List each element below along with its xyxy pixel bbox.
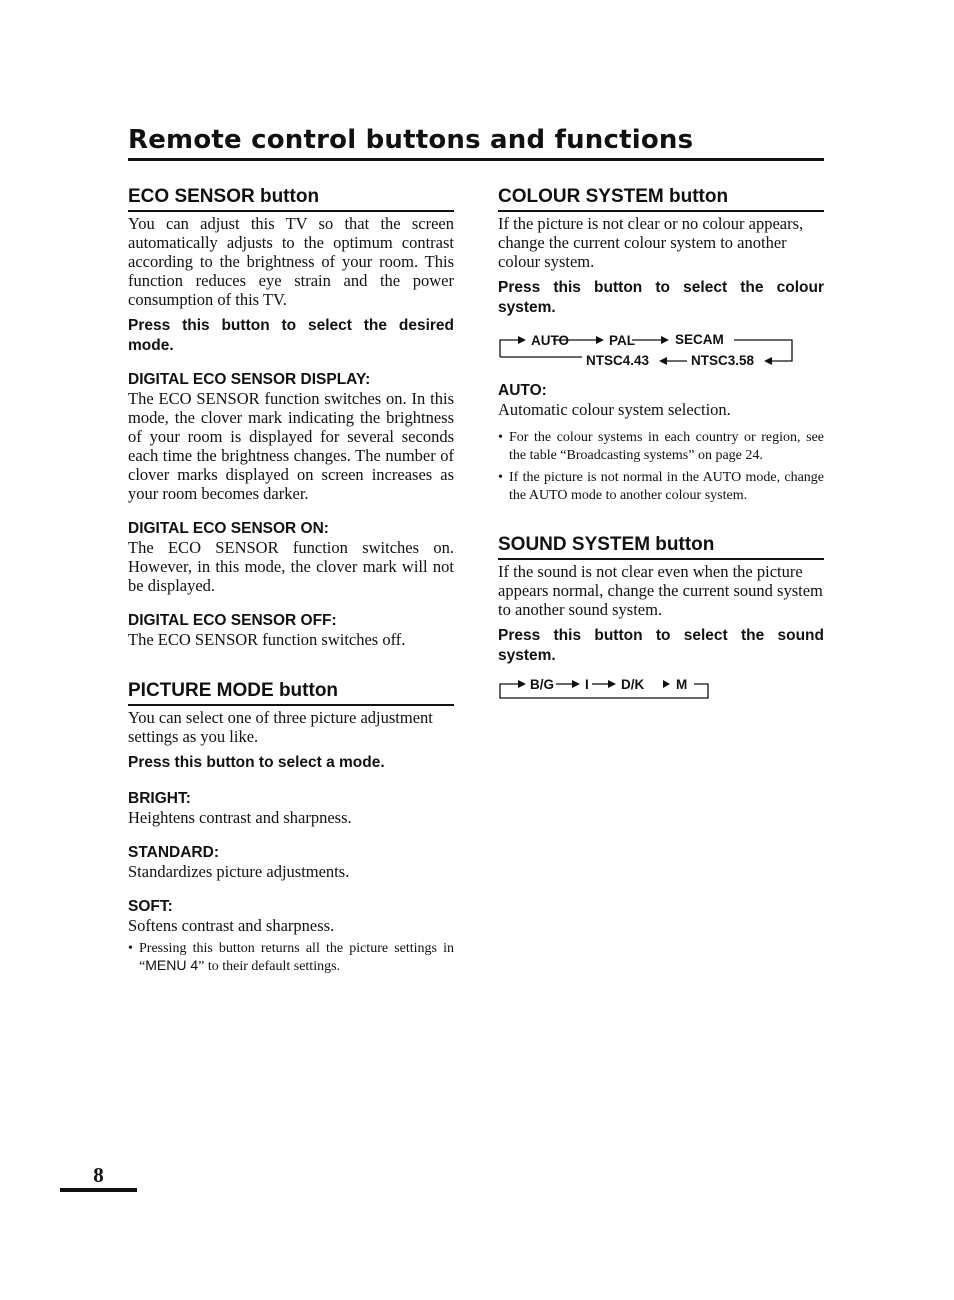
sound-system-heading: SOUND SYSTEM button [498, 532, 824, 560]
picture-mode-soft [128, 897, 454, 935]
sound-cycle-m: M [676, 677, 688, 692]
picture-mode-section [128, 678, 454, 976]
page-title: Remote control buttons and functions [128, 122, 824, 161]
picture-mode-press-instruction: Press this button to select a mode. [128, 754, 385, 771]
sound-system-intro: If the sound is not clear even when the picture appears normal, change the current sound system to another sound system. [498, 562, 823, 619]
eco-mode-off [128, 611, 454, 649]
colour-auto-label: AUTO: [498, 382, 547, 399]
picture-mode-intro: You can select one of three picture adjustment settings as you like. [128, 708, 433, 746]
eco-sensor-intro: You can adjust this TV so that the screen automatically adjusts to the optimum contrast according to the brightness of your room. This function reduces eye strain and the power consumption of this TV. [128, 214, 454, 309]
eco-mode-off-label: DIGITAL ECO SENSOR OFF: [128, 612, 337, 629]
colour-note-1: • For the colour systems in each country or region, see the table “Broadcasting systems” on page 24. [498, 430, 824, 463]
eco-sensor-heading: ECO SENSOR button [128, 184, 454, 212]
eco-sensor-press-instruction: Press this button to select the desired mode. [128, 317, 454, 354]
picture-mode-standard [128, 843, 454, 881]
colour-note-2: • If the picture is not normal in the AUTO mode, change the AUTO mode to another colour system. [498, 470, 824, 503]
colour-auto-text: Automatic colour system selection. [498, 400, 731, 419]
picture-mode-soft-text: Softens contrast and sharpness. [128, 915, 335, 935]
eco-sensor-section [128, 184, 454, 649]
picture-mode-note: • Pressing this button returns all the picture settings in “MENU 4” to their default settings. [128, 940, 454, 974]
colour-cycle-auto: AUTO [531, 333, 570, 348]
colour-system-intro: If the picture is not clear or no colour appears, change the current colour system to another colour system. [498, 214, 804, 271]
picture-mode-bright [128, 789, 454, 827]
eco-mode-display-label: DIGITAL ECO SENSOR DISPLAY: [128, 371, 371, 388]
left-column [128, 184, 454, 976]
picture-mode-bright-label: BRIGHT: [128, 789, 191, 807]
sound-cycle-i: I [585, 677, 589, 692]
menu-name: MENU 4 [145, 957, 199, 973]
eco-mode-on-label: DIGITAL ECO SENSOR ON: [128, 520, 329, 537]
colour-cycle-secam: SECAM [675, 332, 724, 347]
sound-system-section [498, 532, 824, 701]
colour-auto [498, 381, 824, 419]
sound-system-press-instruction: Press this button to select the sound system. [498, 627, 824, 664]
eco-mode-on [128, 519, 454, 595]
picture-mode-standard-label: STANDARD: [128, 843, 219, 861]
picture-mode-bright-text: Heightens contrast and sharpness. [128, 807, 352, 827]
colour-cycle-ntsc358: NTSC3.58 [691, 353, 755, 368]
eco-mode-display-text: The ECO SENSOR function switches on. In this mode, the clover mark indicating the brightness of your room is displayed for several seconds each time the brightness changes. The number of clover marks displayed on screen increases as your room becomes darker. [128, 389, 454, 503]
picture-mode-standard-text: Standardizes picture adjustments. [128, 861, 350, 881]
sound-cycle-bg: B/G [530, 677, 555, 692]
colour-cycle-ntsc443: NTSC4.43 [586, 353, 650, 368]
colour-system-press-instruction: Press this button to select the colour system. [498, 279, 824, 316]
eco-mode-on-text: The ECO SENSOR function switches on. However, in this mode, the clover mark will not be displayed. [128, 538, 454, 595]
picture-mode-heading: PICTURE MODE button [128, 678, 454, 706]
sound-system-cycle-diagram [498, 677, 824, 701]
right-column [498, 184, 824, 701]
colour-system-section [498, 184, 824, 504]
sound-cycle-dk: D/K [621, 677, 645, 692]
page-number: 8 [60, 1162, 137, 1192]
colour-system-heading: COLOUR SYSTEM button [498, 184, 824, 212]
picture-mode-soft-label: SOFT: [128, 897, 173, 915]
colour-system-cycle-diagram [498, 333, 824, 367]
colour-cycle-pal: PAL [609, 333, 635, 348]
eco-mode-display [128, 370, 454, 503]
eco-mode-off-text: The ECO SENSOR function switches off. [128, 630, 406, 649]
